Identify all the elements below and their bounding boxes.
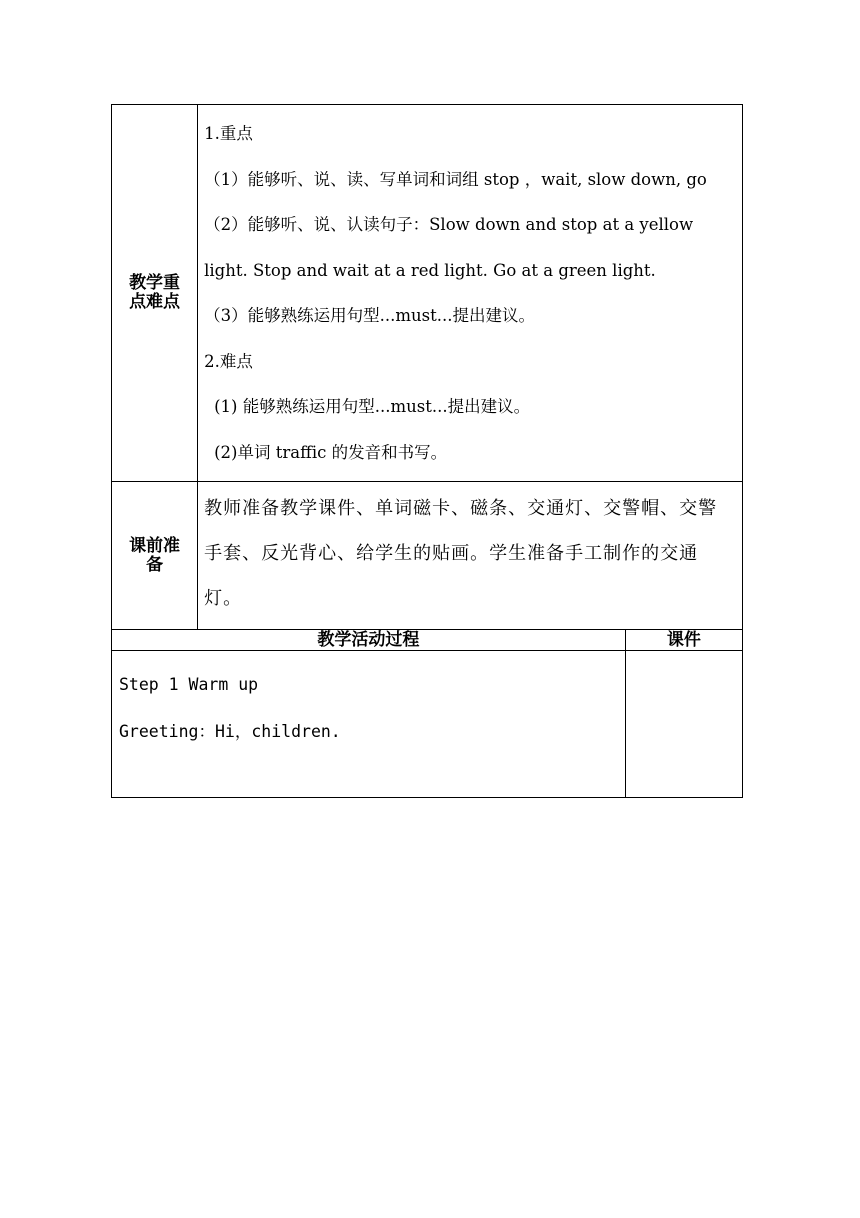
preparation-content: 教师准备教学课件、单词磁卡、磁条、交通灯、交警帽、交警手套、反光背心、给学生的贴画。学生准备手工制作的交通灯。: [198, 482, 743, 630]
key-points-row: [112, 105, 743, 482]
key-points-label: 教学重点难点: [129, 273, 181, 312]
key-point-line: (1) 能够熟练运用句型...must...提出建议。: [214, 397, 531, 416]
key-point-line: （2）能够听、说、认读句子：Slow down and stop at a yellow light. Stop and wait at a red light. Go at a green light.: [204, 215, 694, 280]
key-points-content: [198, 105, 743, 482]
key-points-label-cell: [112, 105, 198, 482]
key-point-line: (2)单词 traffic 的发音和书写。: [214, 442, 448, 462]
preparation-row: [112, 482, 743, 630]
key-point-line: 1.重点: [204, 124, 253, 143]
step-title: Step 1 Warm up: [119, 675, 259, 694]
step-row: [112, 651, 743, 798]
step-content-cell: [112, 651, 626, 798]
lesson-plan-table: [111, 104, 743, 798]
courseware-cell: [625, 651, 742, 798]
courseware-column-header: 课件: [625, 630, 742, 651]
key-point-line: 2.难点: [204, 351, 253, 371]
process-header-row: [112, 630, 743, 651]
process-column-header: 教学活动过程: [112, 630, 626, 651]
key-point-line: （3）能够熟练运用句型...must...提出建议。: [204, 306, 535, 325]
preparation-label-cell: [112, 482, 198, 630]
step-text: Greeting：Hi，children.: [119, 722, 341, 741]
preparation-label: 课前准备: [129, 535, 181, 575]
key-point-line: （1）能够听、说、读、写单词和词组 stop ，wait, slow down, go: [204, 169, 707, 189]
